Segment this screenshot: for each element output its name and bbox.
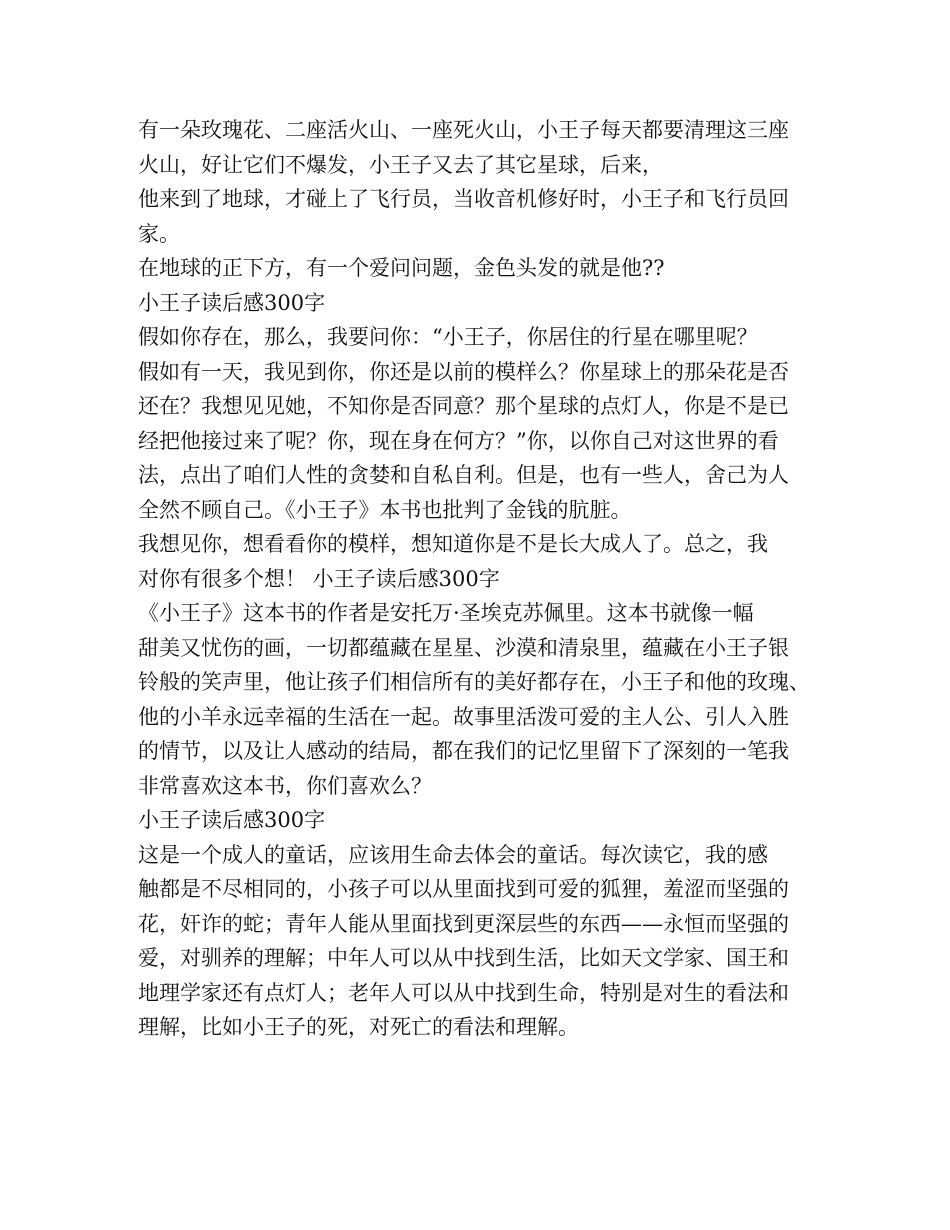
- text-line: 花，奸诈的蛇；青年人能从里面找到更深层些的东西——永恒而坚强的: [138, 911, 789, 936]
- text-line: 有一朵玫瑰花、二座活火山、一座死火山，小王子每天都要清理这三座: [138, 118, 789, 142]
- text-line: 还在？我想见见她，不知你是否同意？那个星球的点灯人，你是不是已: [138, 394, 789, 418]
- text-line: 《小王子》这本书的作者是安托万·圣埃克苏佩里。这本书就像一幅: [138, 601, 754, 625]
- text-line: 在地球的正下方，有一个爱问问题，金色头发的就是他??: [138, 256, 665, 280]
- text-line: 全然不顾自己。《小王子》本书也批判了金钱的肮脏。: [138, 497, 632, 522]
- text-line: 这是一个成人的童话，应该用生命去体会的童话。每次读它，我的感: [138, 842, 768, 867]
- text-line: 火山，好让它们不爆发，小王子又去了其它星球，后来，: [138, 152, 663, 177]
- text-line: 对你有很多个想！ 小王子读后感300字: [138, 566, 500, 591]
- text-line: 家。: [138, 221, 180, 246]
- text-line: 假如有一天，我见到你，你还是以前的模样么？你星球上的那朵花是否: [138, 359, 789, 384]
- text-line: 法，点出了咱们人性的贪婪和自私自利。但是，也有一些人，舍己为人: [138, 463, 789, 487]
- text-line: 非常喜欢这本书，你们喜欢么？: [138, 773, 432, 798]
- text-line: 他来到了地球，才碰上了飞行员，当收音机修好时，小王子和飞行员回: [138, 187, 789, 211]
- text-line: 经把他接过来了呢？你，现在身在何方？”你，以你自己对这世界的看: [138, 428, 779, 453]
- text-line: 理解，比如小王子的死，对死亡的看法和理解。: [138, 1015, 579, 1039]
- text-line: 铃般的笑声里，他让孩子们相信所有的美好都存在，小王子和他的玫瑰、: [138, 670, 810, 694]
- text-line: 假如你存在，那么，我要问你：“小王子，你居住的行星在哪里呢？: [138, 325, 758, 349]
- text-line: 我想见你，想看看你的模样，想知道你是不是长大成人了。总之，我: [138, 532, 768, 556]
- text-line: 甜美又忧伤的画，一切都蕴藏在星星、沙漠和清泉里，蕴藏在小王子银: [138, 635, 789, 660]
- document-body: [138, 113, 828, 1045]
- text-line: 他的小羊永远幸福的生活在一起。故事里活泼可爱的主人公、引人入胜: [138, 704, 789, 729]
- text-line: 的情节，以及让人感动的结局，都在我们的记忆里留下了深刻的一笔我: [138, 739, 789, 763]
- text-line: 地理学家还有点灯人；老年人可以从中找到生命，特别是对生的看法和: [138, 980, 789, 1005]
- text-line: 触都是不尽相同的，小孩子可以从里面找到可爱的狐狸，羞涩而坚强的: [138, 877, 789, 901]
- text-line: 爱，对驯养的理解；中年人可以从中找到生活，比如天文学家、国王和: [138, 946, 789, 970]
- section-heading: 小王子读后感300字: [138, 808, 326, 832]
- section-heading: 小王子读后感300字: [138, 290, 326, 315]
